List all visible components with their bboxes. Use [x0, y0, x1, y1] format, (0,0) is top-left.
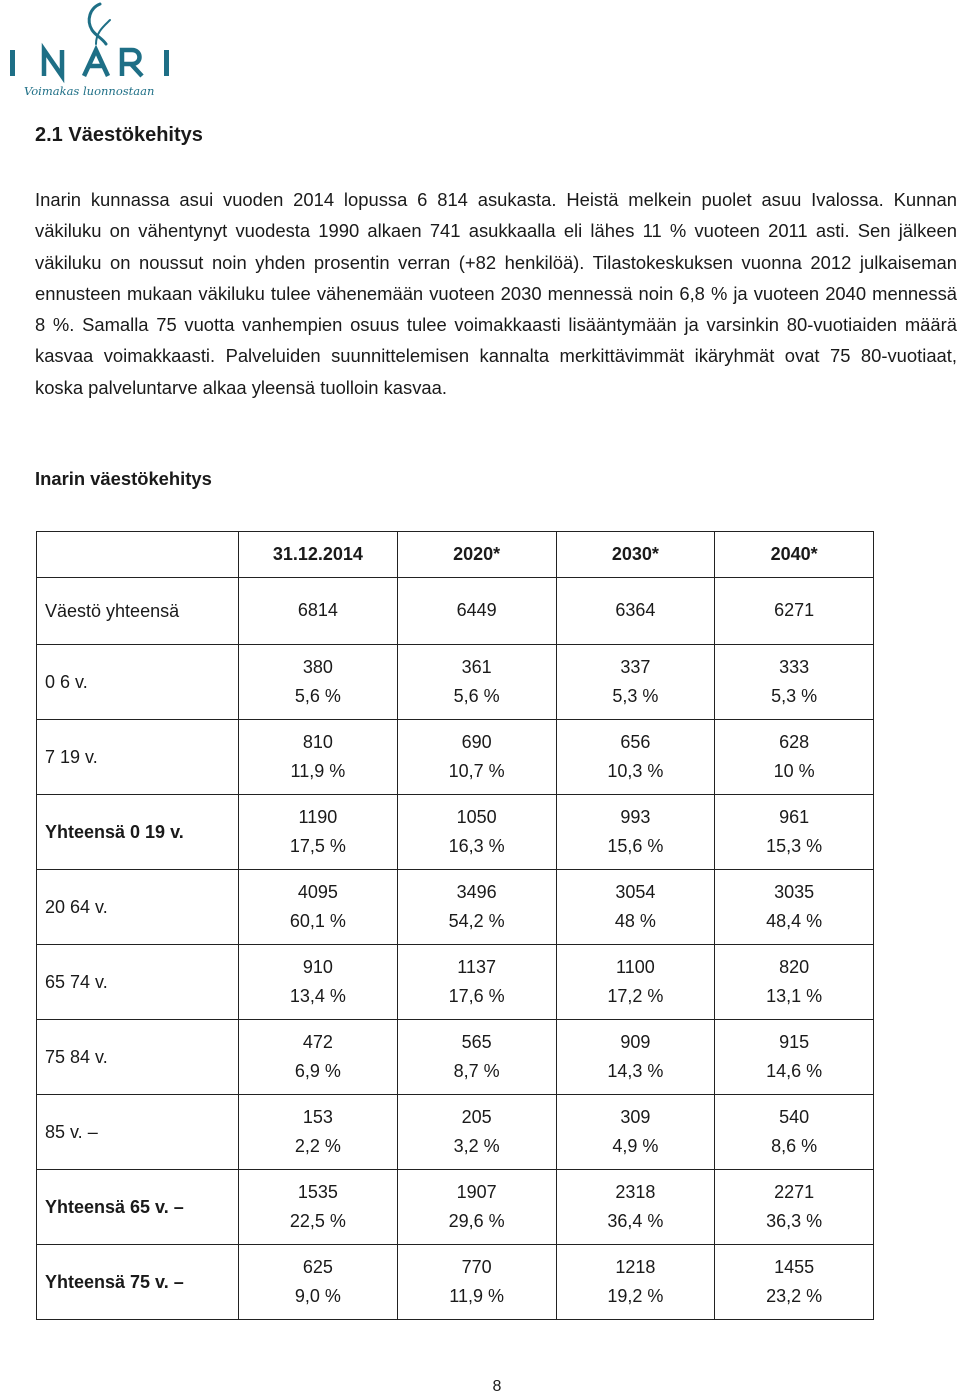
cell-percent: 4,9 % [612, 1136, 659, 1156]
cell-percent: 11,9 % [449, 1286, 504, 1306]
cell-percent: 8,6 % [771, 1136, 818, 1156]
table-row-total [37, 578, 874, 645]
table-cell [397, 645, 556, 720]
cell-percent: 5,3 % [612, 686, 659, 706]
table-cell [556, 720, 715, 795]
table-row [37, 720, 874, 795]
table-cell [397, 720, 556, 795]
svg-text:Voimakas luonnostaan: Voimakas luonnostaan [24, 84, 155, 98]
cell-count: 628 [779, 731, 810, 752]
table-cell [239, 1245, 398, 1320]
cell-percent: 9,0 % [294, 1286, 341, 1306]
cell-percent: 3,2 % [453, 1136, 500, 1156]
cell-percent: 10,7 % [448, 761, 505, 781]
cell-count: 3035 [774, 881, 815, 902]
table-cell [239, 1020, 398, 1095]
cell-count: 810 [302, 731, 333, 752]
cell-percent: 54,2 % [448, 911, 505, 931]
column-header: 2040* [715, 532, 874, 578]
cell-count: 2271 [774, 1181, 815, 1202]
population-table [36, 531, 874, 1320]
table-title: Inarin väestökehitys [35, 468, 212, 489]
cell-count: 656 [620, 731, 651, 752]
table-cell: 6364 [556, 578, 715, 645]
cell-percent: 48,4 % [766, 911, 823, 931]
section-heading: 2.1 Väestökehitys [35, 124, 203, 146]
cell-percent: 15,6 % [607, 836, 664, 856]
cell-percent: 11,9 % [290, 761, 346, 781]
cell-percent: 14,6 % [766, 1061, 823, 1081]
cell-percent: 23,2 % [766, 1286, 823, 1306]
cell-percent: 5,6 % [453, 686, 500, 706]
cell-percent: 13,1 % [766, 986, 823, 1006]
cell-percent: 13,4 % [289, 986, 346, 1006]
cell-percent: 60,1 % [289, 911, 346, 931]
cell-percent: 19,2 % [607, 1286, 664, 1306]
table-cell [239, 1170, 398, 1245]
table-cell [715, 795, 874, 870]
cell-percent: 2,2 % [294, 1136, 341, 1156]
table-cell [556, 870, 715, 945]
table-cell [556, 945, 715, 1020]
cell-percent: 10,3 % [607, 761, 664, 781]
cell-percent: 17,6 % [448, 986, 505, 1006]
table-cell [556, 645, 715, 720]
cell-count: 909 [620, 1031, 651, 1052]
table-header-row [37, 532, 874, 578]
cell-percent: 22,5 % [289, 1211, 346, 1231]
table-cell [239, 645, 398, 720]
cell-count: 1100 [616, 956, 655, 977]
table-cell [239, 945, 398, 1020]
column-header: 2030* [556, 532, 715, 578]
cell-count: 1535 [297, 1181, 338, 1202]
cell-percent: 14,3 % [607, 1061, 664, 1081]
cell-percent: 36,3 % [766, 1211, 823, 1231]
table-row [37, 795, 874, 870]
table-cell [715, 945, 874, 1020]
table-row [37, 1020, 874, 1095]
table-cell [556, 1245, 715, 1320]
row-label: 85 v. – [37, 1095, 239, 1170]
cell-percent: 17,5 % [289, 836, 346, 856]
cell-count: 380 [302, 656, 333, 677]
table-cell [556, 1170, 715, 1245]
table-cell: 6449 [397, 578, 556, 645]
table-cell [397, 1245, 556, 1320]
table-cell [239, 795, 398, 870]
table-cell [397, 795, 556, 870]
cell-count: 3496 [456, 881, 497, 902]
cell-count: 625 [302, 1256, 333, 1277]
cell-percent: 16,3 % [448, 836, 505, 856]
cell-count: 1218 [615, 1256, 656, 1277]
cell-count: 309 [620, 1106, 651, 1127]
table-cell [239, 720, 398, 795]
table-cell: 6271 [715, 578, 874, 645]
table-cell [556, 795, 715, 870]
body-paragraph: Inarin kunnassa asui vuoden 2014 lopussa 6 814 asukasta. Heistä melkein puolet asuu Ivalossa. Kunnan väkiluku on vähentynyt vuodesta 1990 alkaen 741 asukkaalla eli lähes 11 % vuoteen 2011 asti. Sen jälkeen väkiluku on noussut noin yhden prosentin verran (+82 henkilöä). Tilastokeskuksen vuonna 2012 julkaiseman ennusteen mukaan väkiluku tulee vähenemään vuoteen 2030 mennessä noin 6,8 % ja vuoteen 2040 mennessä 8 %. Samalla 75 vuotta vanhempien osuus tulee voimakkaasti lisääntymään ja varsinkin 80-vuotiaiden määrä kasvaa voimakkaasti. Palveluiden suunnittelemisen kannalta merkittävimmät ikäryhmät ovat 75 80-vuotiaat, koska palveluntarve alkaa yleensä tuolloin kasvaa. [35, 189, 957, 398]
row-label: 65 74 v. [37, 945, 239, 1020]
cell-count: 915 [779, 1031, 810, 1052]
cell-count: 993 [620, 806, 651, 827]
cell-count: 1190 [298, 806, 338, 827]
table-cell [239, 870, 398, 945]
cell-percent: 5,6 % [294, 686, 341, 706]
table-row [37, 1245, 874, 1320]
table-cell [397, 1170, 556, 1245]
table-row [37, 945, 874, 1020]
cell-count: 337 [620, 656, 651, 677]
row-label: Väestö yhteensä [37, 578, 239, 645]
cell-percent: 48 % [614, 911, 656, 931]
cell-percent: 36,4 % [607, 1211, 664, 1231]
cell-percent: 17,2 % [607, 986, 664, 1006]
table-cell [715, 1170, 874, 1245]
cell-count: 1907 [456, 1181, 497, 1202]
column-header: 31.12.2014 [239, 532, 398, 578]
row-label: Yhteensä 75 v. – [37, 1245, 239, 1320]
cell-count: 1137 [457, 956, 496, 977]
cell-count: 1455 [774, 1256, 815, 1277]
page-number: 8 [492, 1378, 502, 1395]
table-cell [715, 645, 874, 720]
row-label: 20 64 v. [37, 870, 239, 945]
table-row [37, 870, 874, 945]
row-label: Yhteensä 65 v. – [37, 1170, 239, 1245]
table-cell [239, 1095, 398, 1170]
table-cell [715, 1020, 874, 1095]
column-header: 2020* [397, 532, 556, 578]
inari-logo [4, 0, 174, 100]
cell-count: 690 [461, 731, 492, 752]
row-label: Yhteensä 0 19 v. [37, 795, 239, 870]
row-label: 7 19 v. [37, 720, 239, 795]
cell-percent: 15,3 % [766, 836, 823, 856]
cell-count: 961 [779, 806, 810, 827]
table-cell [715, 720, 874, 795]
cell-count: 205 [461, 1106, 492, 1127]
cell-count: 153 [302, 1106, 333, 1127]
cell-count: 770 [461, 1256, 492, 1277]
cell-count: 4095 [297, 881, 338, 902]
table-cell [715, 1245, 874, 1320]
cell-percent: 29,6 % [448, 1211, 505, 1231]
cell-count: 1050 [456, 806, 497, 827]
cell-count: 3054 [615, 881, 656, 902]
table-cell [556, 1095, 715, 1170]
cell-count: 361 [461, 656, 492, 677]
cell-count: 540 [779, 1106, 810, 1127]
table-row [37, 1170, 874, 1245]
cell-count: 472 [302, 1031, 333, 1052]
cell-count: 565 [461, 1031, 492, 1052]
table-cell [397, 870, 556, 945]
cell-percent: 10 % [773, 761, 815, 781]
table-cell [715, 1095, 874, 1170]
header-empty-cell [37, 532, 239, 578]
row-label: 0 6 v. [37, 645, 239, 720]
cell-count: 2318 [615, 1181, 656, 1202]
cell-count: 820 [779, 956, 810, 977]
cell-count: 333 [779, 656, 810, 677]
table-row [37, 1095, 874, 1170]
table-cell: 6814 [239, 578, 398, 645]
table-cell [397, 945, 556, 1020]
table-cell [715, 870, 874, 945]
cell-percent: 6,9 % [294, 1061, 341, 1081]
table-cell [397, 1095, 556, 1170]
cell-percent: 8,7 % [453, 1061, 500, 1081]
table-cell [556, 1020, 715, 1095]
table-row [37, 645, 874, 720]
cell-count: 910 [302, 956, 333, 977]
table-cell [397, 1020, 556, 1095]
cell-percent: 5,3 % [771, 686, 818, 706]
row-label: 75 84 v. [37, 1020, 239, 1095]
